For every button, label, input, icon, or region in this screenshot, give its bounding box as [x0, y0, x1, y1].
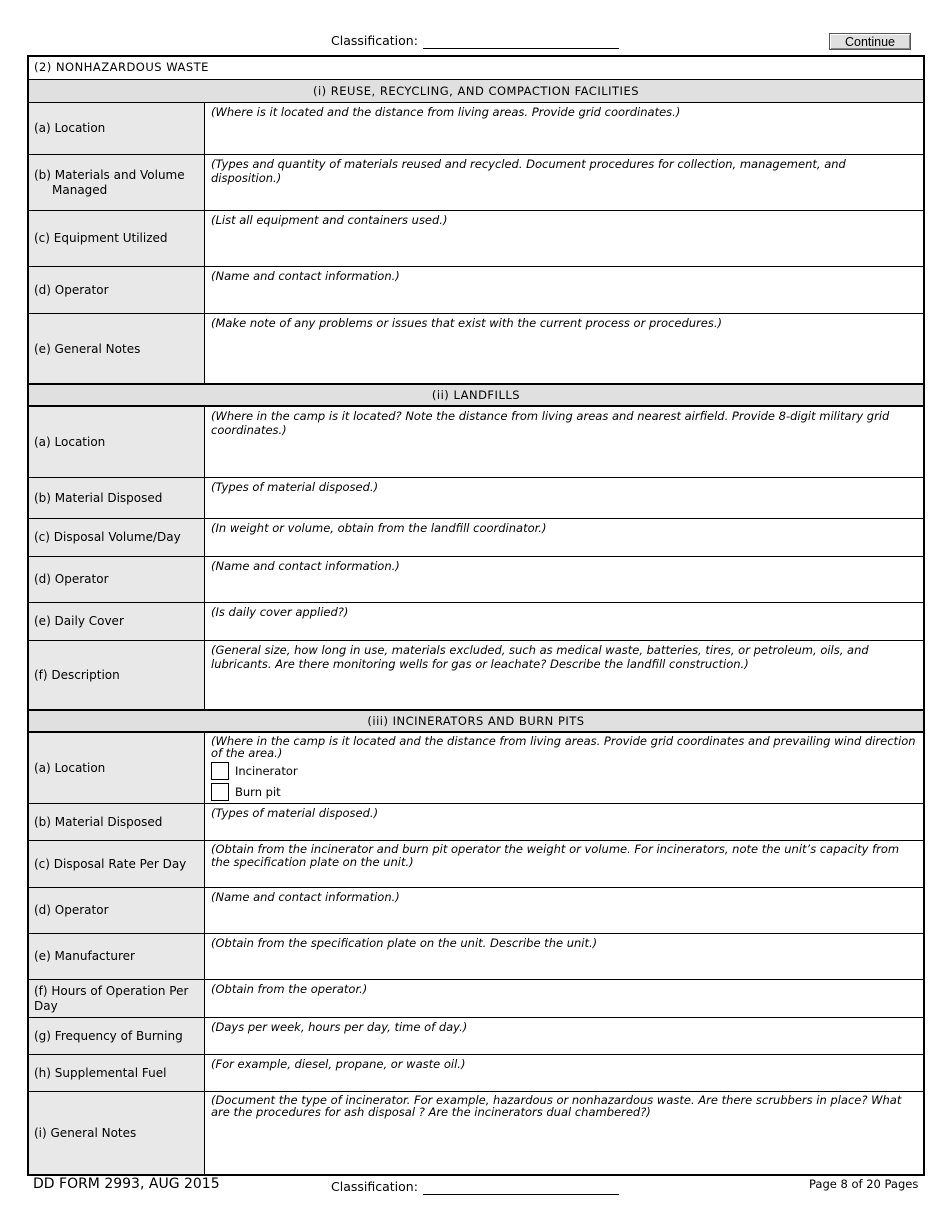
field-label — [29, 155, 205, 210]
field-label: (c) Disposal Volume/Day — [29, 519, 205, 556]
incinerator-material-field[interactable]: (Types of material disposed.) — [211, 806, 379, 820]
field-label: (d) Operator — [29, 267, 205, 313]
field-label: (d) Operator — [29, 557, 205, 602]
form-row — [29, 841, 923, 888]
burning-frequency-field[interactable]: (Days per week, hours per day, time of day.) — [211, 1020, 468, 1034]
subsection-title-reuse: (i) REUSE, RECYCLING, AND COMPACTION FACILITIES — [29, 80, 923, 103]
form-row — [29, 407, 923, 478]
form-row — [29, 641, 923, 710]
burn-pit-label: Burn pit — [235, 785, 281, 799]
form-row — [29, 888, 923, 934]
field-label: (a) Location — [29, 103, 205, 154]
field-label: (c) Disposal Rate Per Day — [29, 841, 205, 887]
form-identifier: DD FORM 2993, AUG 2015 — [33, 1176, 220, 1192]
incinerator-checkbox[interactable] — [211, 762, 229, 780]
operator-field[interactable]: (Name and contact information.) — [211, 269, 400, 283]
form-row — [29, 103, 923, 155]
burn-pit-checkbox[interactable] — [211, 783, 229, 801]
form-row — [29, 519, 923, 557]
classification-input[interactable] — [423, 48, 619, 49]
classification-input[interactable] — [423, 1194, 619, 1195]
classification-label: Classification: — [331, 1179, 418, 1194]
field-label: (f) Hours of Operation Per Day — [29, 980, 205, 1017]
form-row — [29, 314, 923, 384]
field-label-line2: Managed — [52, 182, 108, 197]
nonhazardous-waste-form — [27, 55, 925, 1176]
landfill-operator-field[interactable]: (Name and contact information.) — [211, 559, 400, 573]
page-number: Page 8 of 20 Pages — [809, 1177, 919, 1191]
section-title: (2) NONHAZARDOUS WASTE — [34, 60, 209, 74]
field-label: (b) Material Disposed — [29, 478, 205, 518]
hours-operation-field[interactable]: (Obtain from the operator.) — [211, 982, 368, 996]
classification-label: Classification: — [331, 33, 418, 48]
section-header-row — [29, 57, 923, 80]
form-row — [29, 603, 923, 641]
subsection-title-landfills: (ii) LANDFILLS — [29, 383, 923, 407]
landfill-description-field[interactable]: (General size, how long in use, materials excluded, such as medical waste, batteries, tires, or petroleum, oils, and lubricants. Are there monitoring wells for gas or leachate? Describe the landfill construction.) — [211, 643, 869, 671]
equipment-field[interactable]: (List all equipment and containers used.) — [211, 213, 448, 227]
form-row — [29, 211, 923, 267]
location-field[interactable]: (Where is it located and the distance from living areas. Provide grid coordinates.) — [211, 105, 681, 119]
supplemental-fuel-field[interactable]: (For example, diesel, propane, or waste oil.) — [211, 1057, 466, 1071]
daily-cover-field[interactable]: (Is daily cover applied?) — [211, 605, 349, 619]
top-classification — [331, 33, 418, 48]
form-row — [29, 267, 923, 314]
incinerator-operator-field[interactable]: (Name and contact information.) — [211, 890, 400, 904]
form-row — [29, 1092, 923, 1174]
field-label: (e) Manufacturer — [29, 934, 205, 979]
field-label: (g) Frequency of Burning — [29, 1018, 205, 1054]
incinerator-option[interactable] — [211, 762, 919, 780]
form-row — [29, 1055, 923, 1092]
field-label: (c) Equipment Utilized — [29, 211, 205, 266]
field-label: (i) General Notes — [29, 1092, 205, 1174]
field-label: (b) Material Disposed — [29, 804, 205, 840]
continue-button[interactable]: Continue — [829, 33, 911, 50]
field-label: (d) Operator — [29, 888, 205, 933]
incinerator-notes-field[interactable]: (Document the type of incinerator. For example, hazardous or nonhazardous waste. Are there scrubbers in place? What are the procedures for ash disposal ? Are the incinerators dual chambered?) — [211, 1093, 902, 1119]
form-row — [29, 155, 923, 211]
general-notes-field[interactable]: (Make note of any problems or issues that exist with the current process or procedures.) — [211, 316, 722, 330]
form-row — [29, 804, 923, 841]
form-row — [29, 934, 923, 980]
incinerator-label: Incinerator — [235, 764, 298, 778]
field-label: (h) Supplemental Fuel — [29, 1055, 205, 1091]
form-row — [29, 980, 923, 1018]
field-label: (a) Location — [29, 407, 205, 477]
subsection-title-incinerators: (iii) INCINERATORS AND BURN PITS — [29, 709, 923, 733]
form-row — [29, 557, 923, 603]
burn-pit-option[interactable] — [211, 783, 919, 801]
field-label: (e) General Notes — [29, 314, 205, 384]
field-label: (a) Location — [29, 733, 205, 803]
incinerator-location-field[interactable] — [211, 733, 919, 801]
manufacturer-field[interactable]: (Obtain from the specification plate on the unit. Describe the unit.) — [211, 936, 598, 950]
landfill-location-field[interactable]: (Where in the camp is it located? Note the distance from living areas and nearest airfield. Provide 8-digit military grid coordinates.) — [211, 409, 890, 437]
bottom-classification — [331, 1179, 418, 1194]
field-label: (e) Daily Cover — [29, 603, 205, 640]
landfill-volume-field[interactable]: (In weight or volume, obtain from the landfill coordinator.) — [211, 521, 547, 535]
form-row — [29, 733, 923, 804]
incinerator-location-hint: (Where in the camp is it located and the distance from living areas. Provide grid coordinates and prevailing wind direction of the area.) — [211, 734, 916, 760]
materials-volume-field[interactable]: (Types and quantity of materials reused and recycled. Document procedures for collection, management, and disposition.) — [211, 157, 846, 185]
field-label: (f) Description — [29, 641, 205, 710]
field-label-line1: (b) Materials and Volume — [34, 167, 185, 182]
form-row — [29, 478, 923, 519]
form-row — [29, 1018, 923, 1055]
disposal-rate-field[interactable]: (Obtain from the incinerator and burn pit operator the weight or volume. For incinerators, note the unit’s capacity from the specification plate on the unit.) — [211, 842, 900, 869]
landfill-material-field[interactable]: (Types of material disposed.) — [211, 480, 379, 494]
